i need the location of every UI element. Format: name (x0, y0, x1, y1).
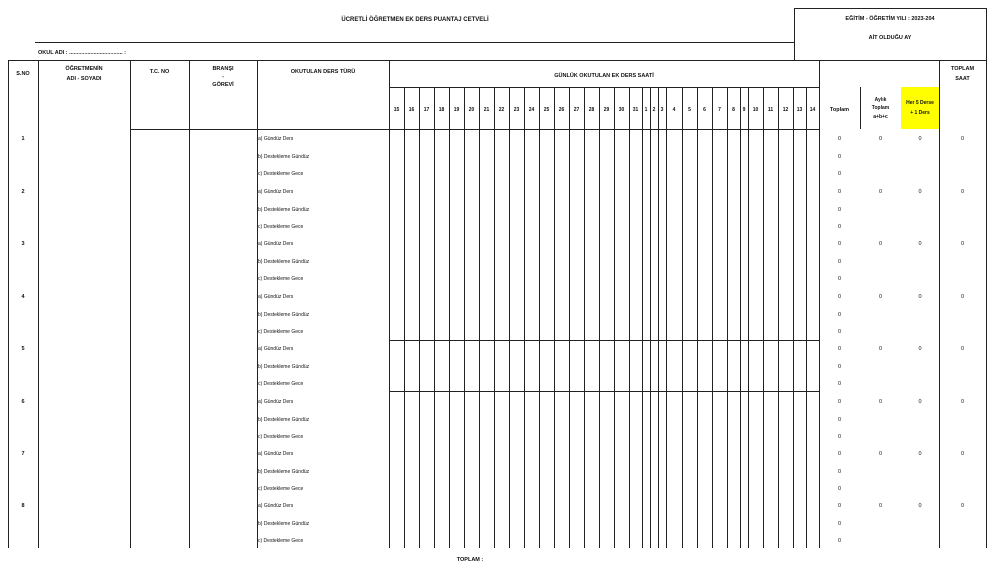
row-grand-total: 0 (960, 451, 965, 457)
lesson-type-label: a) Gündüz Ders (258, 346, 294, 352)
lesson-type-label: c) Destekleme Gece (258, 486, 304, 492)
day-label: 2 (652, 107, 656, 113)
subrow-total: 0 (837, 276, 842, 282)
day-label: 1 (644, 107, 648, 113)
day-label: 23 (513, 107, 520, 113)
row-bonus: 0 (918, 346, 922, 352)
bonus-header-highlight (901, 87, 939, 129)
day-column-line (650, 87, 651, 548)
day-label: 20 (468, 107, 475, 113)
day-column-line (806, 87, 807, 548)
lesson-type-label: c) Destekleme Gece (258, 276, 304, 282)
header-sno: S.NO (16, 71, 30, 77)
top-right-box-right (986, 8, 987, 548)
day-label: 10 (752, 107, 759, 113)
day-label: 7 (718, 107, 721, 113)
row-bonus: 0 (918, 189, 922, 195)
header-monthly-3: a+b+c (873, 114, 888, 120)
lesson-type-label: a) Gündüz Ders (258, 136, 294, 142)
header-branch-1: BRANŞI (212, 66, 234, 72)
subrow-total: 0 (837, 241, 842, 247)
row-number: 3 (21, 241, 25, 247)
day-label: 11 (767, 107, 774, 113)
lesson-type-label: c) Destekleme Gece (258, 434, 304, 440)
header-monthly-2: Toplam (871, 105, 890, 111)
day-column-line (554, 87, 555, 548)
row-number: 7 (21, 451, 25, 457)
subrow-total: 0 (837, 136, 842, 142)
row-bonus: 0 (918, 294, 922, 300)
row-monthly-total: 0 (878, 346, 883, 352)
day-column-line (419, 87, 420, 548)
lesson-type-label: b) Destekleme Gündüz (258, 153, 310, 160)
header-bonus-2: + 1 Ders (910, 110, 930, 116)
row6-top-line (389, 391, 819, 392)
row-number: 5 (21, 346, 25, 352)
day-column-line (389, 87, 390, 548)
day-label: 27 (573, 107, 580, 113)
subrow-total: 0 (837, 346, 842, 352)
subrow-total: 0 (837, 363, 842, 370)
col-type-left (257, 60, 258, 548)
row-grand-total: 0 (960, 294, 965, 300)
subrow-total: 0 (837, 329, 842, 335)
footer-total-label: TOPLAM : (456, 557, 484, 563)
day-label: 5 (688, 107, 691, 113)
day-column-line (763, 87, 764, 548)
day-label: 21 (483, 107, 490, 113)
day-column-line (434, 87, 435, 548)
col-grand-left (939, 60, 940, 548)
lesson-type-label: a) Gündüz Ders (258, 189, 294, 195)
lesson-type-label: b) Destekleme Gündüz (258, 311, 310, 318)
subrow-total: 0 (837, 381, 842, 387)
day-label: 31 (632, 107, 639, 113)
header-lesson-type: OKUTULAN DERS TÜRÜ (290, 69, 356, 75)
day-label: 13 (796, 107, 803, 113)
day-column-line (494, 87, 495, 548)
lesson-type-label: a) Gündüz Ders (258, 399, 294, 405)
subrow-total: 0 (837, 153, 842, 160)
col-tc-left (130, 60, 131, 548)
subrow-total: 0 (837, 171, 842, 177)
col-branch-left (189, 60, 190, 548)
day-label: 22 (498, 107, 505, 113)
subrow-total: 0 (837, 206, 842, 213)
day-column-line (778, 87, 779, 548)
day-column-line (642, 87, 643, 548)
day-column-line (404, 87, 405, 548)
lesson-type-label: b) Destekleme Gündüz (258, 363, 310, 370)
top-right-box-left (794, 8, 795, 60)
school-name-line (35, 42, 795, 43)
lesson-type-label: a) Gündüz Ders (258, 294, 294, 300)
day-label: 18 (438, 107, 445, 113)
day-label: 15 (393, 107, 400, 113)
day-column-line (629, 87, 630, 548)
day-column-line (727, 87, 728, 548)
day-column-line (599, 87, 600, 548)
day-label: 17 (423, 107, 430, 113)
day-label: 26 (558, 107, 565, 113)
header-bonus-1: Her 5 Derse (906, 100, 934, 106)
lesson-type-label: b) Destekleme Gündüz (258, 416, 310, 423)
subrow-total: 0 (837, 538, 842, 544)
header-bottom-line (130, 129, 820, 130)
day-label: 19 (453, 107, 460, 113)
day-column-line (697, 87, 698, 548)
lesson-type-label: c) Destekleme Gece (258, 381, 304, 387)
row-grand-total: 0 (960, 346, 965, 352)
row-monthly-total: 0 (878, 451, 883, 457)
day-column-line (569, 87, 570, 548)
day-column-line (740, 87, 741, 548)
subrow-total: 0 (837, 416, 842, 423)
header-total: Toplam (829, 107, 850, 113)
day-label: 30 (618, 107, 625, 113)
header-name-2: ADI - SOYADI (66, 76, 102, 82)
row-bonus: 0 (918, 136, 922, 142)
day-label: 6 (703, 107, 706, 113)
row-number: 6 (21, 399, 25, 405)
day-column-line (524, 87, 525, 548)
row-monthly-total: 0 (878, 503, 883, 509)
row-number: 2 (21, 189, 25, 195)
row-monthly-total: 0 (878, 294, 883, 300)
day-label: 9 (742, 107, 746, 113)
day-label: 14 (809, 107, 816, 113)
header-tcno: T.C. NO (149, 69, 170, 75)
row-bonus: 0 (918, 503, 922, 509)
row-grand-total: 0 (960, 399, 965, 405)
lesson-type-label: a) Gündüz Ders (258, 503, 294, 509)
row-grand-total: 0 (960, 136, 965, 142)
day-column-line (479, 87, 480, 548)
day-column-line (712, 87, 713, 548)
col-sno-left (8, 60, 9, 548)
day-column-line (539, 87, 540, 548)
day-column-line (793, 87, 794, 548)
day-column-line (449, 87, 450, 548)
subrow-total: 0 (837, 486, 842, 492)
row-bonus: 0 (918, 399, 922, 405)
header-monthly-1: Aylık (874, 97, 887, 103)
lesson-type-label: a) Gündüz Ders (258, 241, 294, 247)
header-name-1: ÖĞRETMENİN (65, 66, 103, 72)
lesson-type-label: b) Destekleme Gündüz (258, 468, 310, 475)
month-label: AİT OLDUĞU AY (868, 35, 912, 41)
subrow-total: 0 (837, 224, 842, 230)
school-name-field: OKUL ADI : ................................... : (38, 50, 127, 56)
row-grand-total: 0 (960, 189, 965, 195)
lesson-type-label: b) Destekleme Gündüz (258, 258, 310, 265)
top-right-box-top (794, 8, 987, 9)
subrow-total: 0 (837, 468, 842, 475)
lesson-type-label: c) Destekleme Gece (258, 171, 304, 177)
row5-top-line (389, 340, 819, 341)
day-label: 24 (528, 107, 535, 113)
header-grand-1: TOPLAM (950, 66, 975, 72)
subrow-total: 0 (837, 451, 842, 457)
row-monthly-total: 0 (878, 189, 883, 195)
lesson-type-label: a) Gündüz Ders (258, 451, 294, 457)
subrow-total: 0 (837, 311, 842, 318)
school-year-label: EĞİTİM - ÖĞRETİM YILI : 2023-204 (845, 16, 935, 22)
day-column-line (748, 87, 749, 548)
day-label: 29 (603, 107, 610, 113)
row-monthly-total: 0 (878, 399, 883, 405)
row-bonus: 0 (918, 241, 922, 247)
lesson-type-label: c) Destekleme Gece (258, 329, 304, 335)
day-label: 25 (543, 107, 550, 113)
subrow-total: 0 (837, 503, 842, 509)
subrow-total: 0 (837, 399, 842, 405)
row-grand-total: 0 (960, 241, 965, 247)
subrow-total: 0 (837, 520, 842, 527)
day-column-line (509, 87, 510, 548)
daily-header-line (389, 87, 819, 88)
day-label: 16 (408, 107, 415, 113)
day-column-line (614, 87, 615, 548)
day-label: 3 (660, 107, 664, 113)
header-daily: GÜNLÜK OKUTULAN EK DERS SAATİ (554, 73, 654, 79)
day-label: 28 (588, 107, 595, 113)
lesson-type-label: b) Destekleme Gündüz (258, 206, 310, 213)
page-title: ÜCRETLİ ÖĞRETMEN EK DERS PUANTAJ CETVELİ (341, 17, 489, 23)
day-column-line (658, 87, 659, 548)
day-label: 8 (732, 107, 735, 113)
col-name-left (38, 60, 39, 548)
lesson-type-label: c) Destekleme Gece (258, 224, 304, 230)
row-number: 1 (21, 136, 25, 142)
row-number: 4 (21, 294, 25, 300)
subrow-total: 0 (837, 294, 842, 300)
row-monthly-total: 0 (878, 136, 883, 142)
row-number: 8 (21, 503, 25, 509)
day-label: 12 (782, 107, 789, 113)
header-branch-2: - (222, 74, 224, 80)
row-grand-total: 0 (960, 503, 965, 509)
day-column-line (584, 87, 585, 548)
header-branch-3: GÖREVİ (212, 82, 234, 88)
table-top-line (8, 60, 987, 61)
row-monthly-total: 0 (878, 241, 883, 247)
subrow-total: 0 (837, 258, 842, 265)
lesson-type-label: c) Destekleme Gece (258, 538, 304, 544)
day-column-line (682, 87, 683, 548)
header-grand-2: SAAT (955, 76, 970, 82)
lesson-type-label: b) Destekleme Gündüz (258, 520, 310, 527)
day-column-line (666, 87, 667, 548)
row-bonus: 0 (918, 451, 922, 457)
subrow-total: 0 (837, 189, 842, 195)
subrow-total: 0 (837, 434, 842, 440)
day-label: 4 (672, 107, 676, 113)
day-column-line (464, 87, 465, 548)
